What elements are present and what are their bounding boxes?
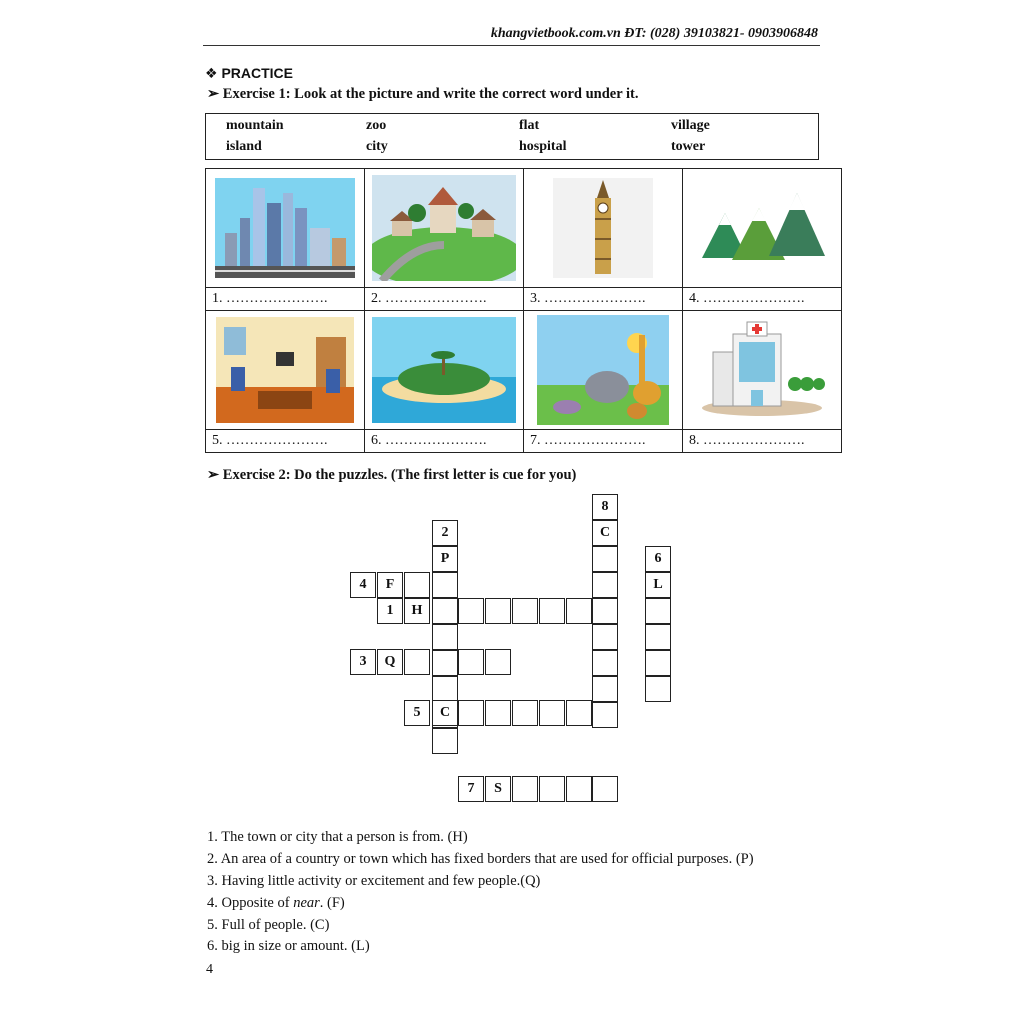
crossword-empty-cell[interactable] bbox=[645, 650, 671, 676]
answer-blank[interactable]: 8. …………………. bbox=[683, 430, 842, 453]
header-divider bbox=[203, 45, 820, 46]
crossword-empty-cell[interactable] bbox=[512, 598, 538, 624]
clue-2: 2. An area of a country or town which has fixed borders that are used for official purposes. (P) bbox=[207, 851, 754, 867]
crossword-number-cell: 5 bbox=[404, 700, 430, 726]
crossword-letter-cell[interactable]: L bbox=[645, 572, 671, 598]
clue-4-tail: . (F) bbox=[319, 895, 345, 911]
clue-5: 5. Full of people. (C) bbox=[207, 917, 330, 933]
clue-1: 1. The town or city that a person is from. (H) bbox=[207, 829, 468, 845]
clue-4-italic: near bbox=[293, 895, 320, 911]
answer-blank[interactable]: 4. …………………. bbox=[683, 288, 842, 311]
crossword-empty-cell[interactable] bbox=[432, 598, 458, 624]
answer-blank[interactable]: 6. …………………. bbox=[365, 430, 524, 453]
word-bank-item: flat bbox=[519, 118, 540, 133]
crossword-empty-cell[interactable] bbox=[432, 728, 458, 754]
page-number: 4 bbox=[206, 962, 213, 977]
crossword-empty-cell[interactable] bbox=[539, 776, 565, 802]
picture-cell bbox=[524, 169, 683, 288]
practice-heading: ❖ PRACTICE bbox=[205, 65, 293, 81]
crossword-empty-cell[interactable] bbox=[485, 700, 511, 726]
picture-cell bbox=[206, 311, 365, 430]
crossword-empty-cell[interactable] bbox=[432, 650, 458, 676]
picture-cell bbox=[683, 169, 842, 288]
crossword-empty-cell[interactable] bbox=[512, 776, 538, 802]
crossword-letter-cell[interactable]: S bbox=[485, 776, 511, 802]
crossword-number-cell: 7 bbox=[458, 776, 484, 802]
city-icon bbox=[215, 178, 355, 278]
picture-cell bbox=[365, 311, 524, 430]
answer-blank[interactable]: 2. …………………. bbox=[365, 288, 524, 311]
crossword-number-cell: 3 bbox=[350, 649, 376, 675]
crossword-empty-cell[interactable] bbox=[432, 624, 458, 650]
answer-blank[interactable]: 3. …………………. bbox=[524, 288, 683, 311]
crossword-number-cell: 4 bbox=[350, 572, 376, 598]
tower-icon bbox=[553, 178, 653, 278]
crossword-empty-cell[interactable] bbox=[404, 572, 430, 598]
answer-blank[interactable]: 7. …………………. bbox=[524, 430, 683, 453]
crossword-empty-cell[interactable] bbox=[539, 598, 565, 624]
picture-grid bbox=[205, 168, 842, 453]
crossword-letter-cell[interactable]: C bbox=[592, 520, 618, 546]
crossword-empty-cell[interactable] bbox=[592, 776, 618, 802]
crossword-number-cell: 2 bbox=[432, 520, 458, 546]
picture-cell bbox=[206, 169, 365, 288]
crossword-empty-cell[interactable] bbox=[592, 546, 618, 572]
clue-3: 3. Having little activity or excitement and few people.(Q) bbox=[207, 873, 541, 889]
village-icon bbox=[372, 175, 516, 281]
crossword-empty-cell[interactable] bbox=[592, 702, 618, 728]
mountain-icon bbox=[697, 188, 827, 268]
crossword-number-cell: 1 bbox=[377, 598, 403, 624]
crossword-empty-cell[interactable] bbox=[645, 624, 671, 650]
picture-cell bbox=[683, 311, 842, 430]
zoo-icon bbox=[537, 315, 669, 425]
crossword-empty-cell[interactable] bbox=[592, 598, 618, 624]
answer-blank[interactable]: 5. …………………. bbox=[206, 430, 365, 453]
word-bank-item: village bbox=[671, 118, 710, 133]
crossword-letter-cell[interactable]: C bbox=[432, 700, 458, 726]
crossword-empty-cell[interactable] bbox=[566, 776, 592, 802]
flat-icon bbox=[216, 317, 354, 423]
crossword-empty-cell[interactable] bbox=[485, 649, 511, 675]
crossword-letter-cell[interactable]: F bbox=[377, 572, 403, 598]
exercise2-title: ➢ Exercise 2: Do the puzzles. (The first letter is cue for you) bbox=[207, 467, 577, 483]
crossword-empty-cell[interactable] bbox=[432, 676, 458, 702]
crossword-number-cell: 6 bbox=[645, 546, 671, 572]
crossword-empty-cell[interactable] bbox=[539, 700, 565, 726]
word-bank-item: hospital bbox=[519, 139, 567, 154]
hospital-icon bbox=[699, 320, 825, 420]
crossword-empty-cell[interactable] bbox=[592, 572, 618, 598]
crossword-empty-cell[interactable] bbox=[592, 676, 618, 702]
crossword-empty-cell[interactable] bbox=[432, 572, 458, 598]
answer-blank[interactable]: 1. …………………. bbox=[206, 288, 365, 311]
crossword-empty-cell[interactable] bbox=[566, 700, 592, 726]
picture-cell bbox=[365, 169, 524, 288]
island-icon bbox=[372, 317, 516, 423]
crossword-letter-cell[interactable]: P bbox=[432, 546, 458, 572]
crossword-empty-cell[interactable] bbox=[592, 650, 618, 676]
crossword-number-cell: 8 bbox=[592, 494, 618, 520]
crossword-empty-cell[interactable] bbox=[566, 598, 592, 624]
crossword-empty-cell[interactable] bbox=[645, 598, 671, 624]
exercise1-title: ➢ Exercise 1: Look at the picture and write the correct word under it. bbox=[207, 86, 639, 102]
clue-4 bbox=[207, 895, 345, 912]
picture-cell bbox=[524, 311, 683, 430]
crossword-empty-cell[interactable] bbox=[458, 649, 484, 675]
word-bank-item: island bbox=[226, 139, 262, 154]
crossword-letter-cell[interactable]: H bbox=[404, 598, 430, 624]
word-bank bbox=[205, 113, 819, 160]
crossword-empty-cell[interactable] bbox=[485, 598, 511, 624]
word-bank-item: tower bbox=[671, 139, 706, 154]
word-bank-item: zoo bbox=[366, 118, 387, 133]
word-bank-item: mountain bbox=[226, 118, 284, 133]
crossword-empty-cell[interactable] bbox=[458, 598, 484, 624]
crossword-empty-cell[interactable] bbox=[512, 700, 538, 726]
crossword-empty-cell[interactable] bbox=[592, 624, 618, 650]
crossword-empty-cell[interactable] bbox=[404, 649, 430, 675]
word-bank-item: city bbox=[366, 139, 388, 154]
crossword-empty-cell[interactable] bbox=[645, 676, 671, 702]
page-header: khangvietbook.com.vn ĐT: (028) 39103821- 0903906848 bbox=[490, 26, 818, 41]
clue-6: 6. big in size or amount. (L) bbox=[207, 938, 370, 954]
crossword-empty-cell[interactable] bbox=[458, 700, 484, 726]
crossword-letter-cell[interactable]: Q bbox=[377, 649, 403, 675]
clue-4-text: 4. Opposite of bbox=[207, 895, 294, 911]
